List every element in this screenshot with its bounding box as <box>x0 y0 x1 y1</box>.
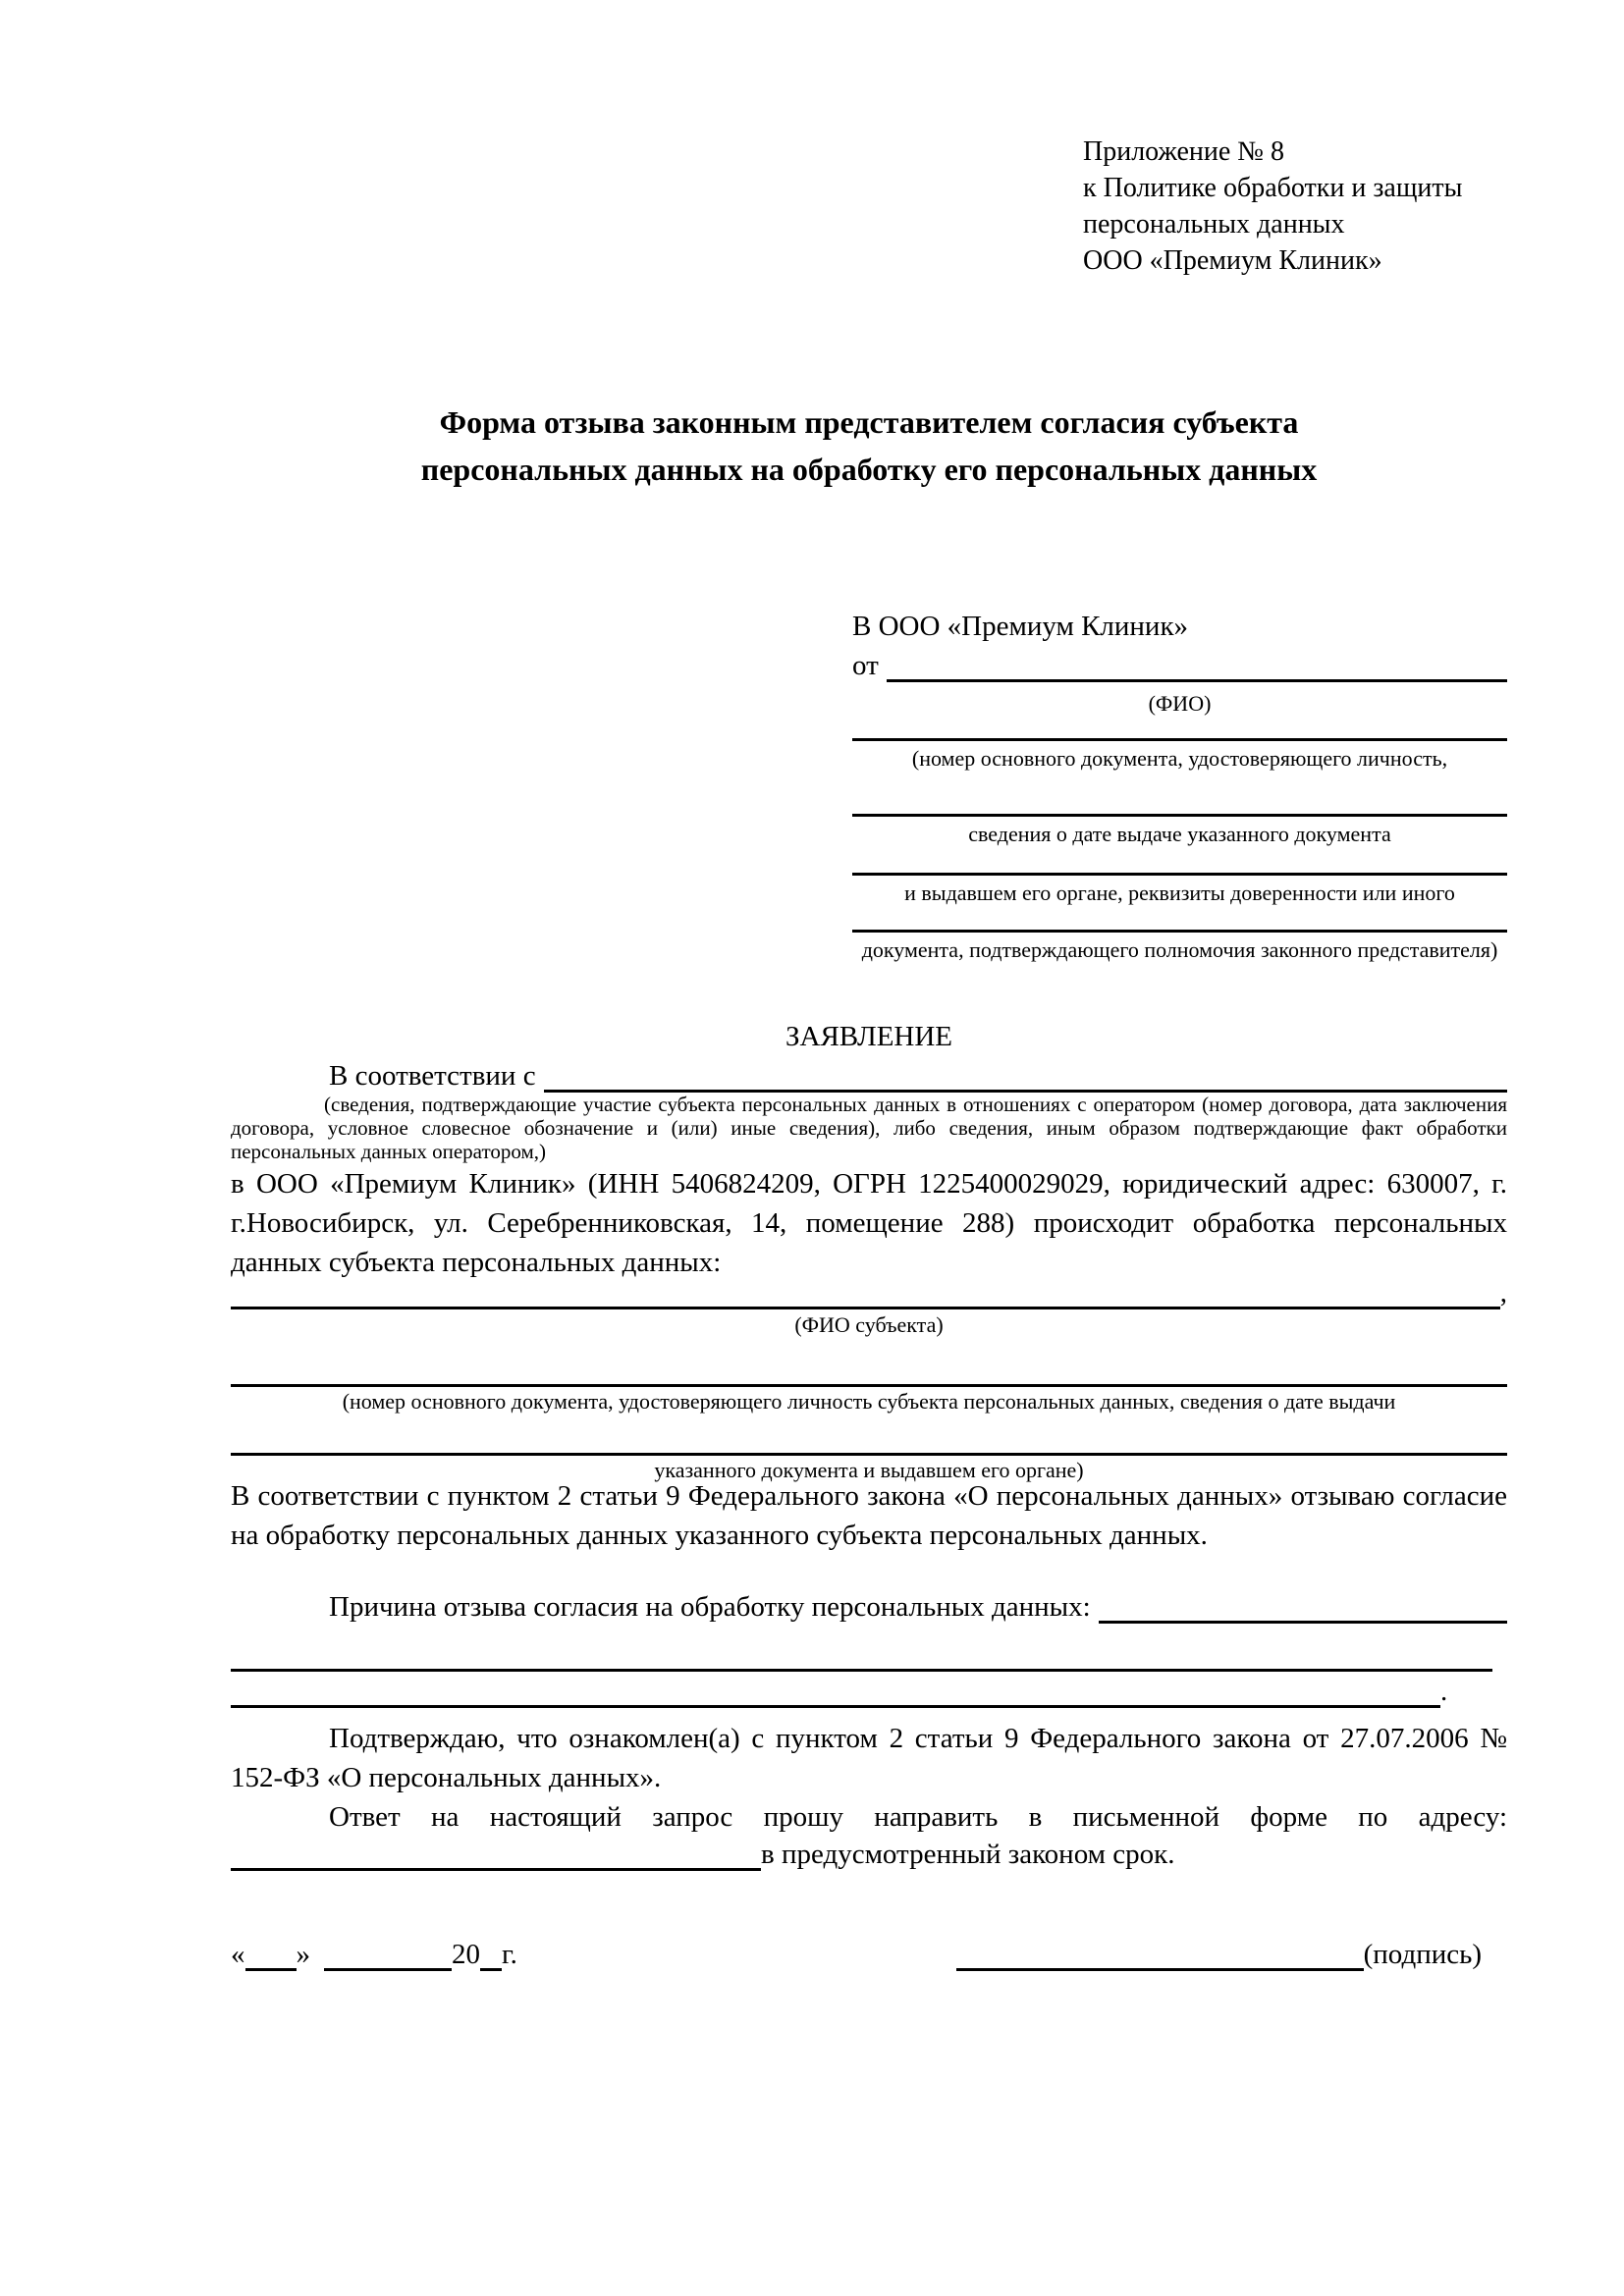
field-caption: документа, подтверждающего полномочия законного представителя) <box>861 937 1498 962</box>
address-line <box>231 1835 1507 1874</box>
subject-doc-blank <box>231 1351 1507 1387</box>
addressee-block <box>852 607 1507 963</box>
subject-doc-field <box>231 1351 1507 1387</box>
document-title-line: Форма отзыва законным представителем согласия субъекта <box>439 404 1299 440</box>
subject-doc-caption: (номер основного документа, удостоверяющего личность субъекта персональных данных, сведения о дате выдачи <box>342 1389 1396 1414</box>
signature-caption: (подпись) <box>1363 1939 1482 1970</box>
month-blank-field <box>324 1935 452 1971</box>
appendix-line: к Политике обработки и защиты <box>1083 173 1463 203</box>
year-prefix: 20 <box>452 1939 480 1970</box>
field-caption: сведения о дате выдаче указанного документа <box>968 822 1391 846</box>
reason-blank-field <box>1099 1587 1507 1624</box>
accordance-line <box>231 1056 1507 1095</box>
document-title-line: персональных данных на обработку его персональных данных <box>420 452 1318 487</box>
blank-field <box>852 738 1507 741</box>
accordance-label: В соответствии с <box>329 1060 536 1092</box>
reason-line <box>231 1587 1507 1627</box>
blank-field <box>231 1672 1440 1708</box>
field-caption: (номер основного документа, удостоверяющего личность, <box>911 746 1448 771</box>
day-blank-field <box>245 1935 297 1971</box>
field-caption: и выдавшем его органе, реквизиты доверенности или иного <box>904 881 1455 905</box>
document-title <box>231 399 1507 493</box>
subject-doc-field <box>231 1419 1507 1456</box>
reason-label: Причина отзыва согласия на обработку персональных данных: <box>329 1591 1091 1623</box>
subject-fio-field <box>231 1273 1507 1312</box>
year-suffix: г. <box>502 1939 517 1970</box>
confirm-paragraph: Подтверждаю, что ознакомлен(а) с пунктом 2 статьи 9 Федерального закона от 27.07.2006 № 152-ФЗ «О персональных данных». <box>231 1723 1507 1793</box>
blank-field <box>852 930 1507 933</box>
subject-fio-blank <box>231 1273 1500 1309</box>
accordance-blank-field <box>544 1056 1507 1093</box>
date-line <box>231 1935 517 1974</box>
close-quote: » <box>296 1939 310 1970</box>
blank-field <box>231 1635 1492 1672</box>
fio-caption: (ФИО) <box>1148 691 1212 716</box>
accordance-caption: (сведения, подтверждающие участие субъекта персональных данных в отношениях с оператором (номер договора, дата заключения договора, условное словесное обозначение и (или) иные сведения), либо сведения, иным образом подтверждающие факт обработки персональных данных оператором,) <box>231 1093 1507 1163</box>
from-line <box>852 646 1507 685</box>
address-blank-field <box>231 1835 761 1871</box>
withdraw-paragraph: В соответствии с пунктом 2 статьи 9 Федерального закона «О персональных данных» отзываю согласие на обработку персональных данных указанного субъекта персональных данных. <box>231 1480 1507 1551</box>
year-blank-field <box>480 1935 502 1971</box>
trailing-period: . <box>1440 1676 1448 1707</box>
from-blank-field <box>887 646 1507 682</box>
operator-paragraph: в ООО «Премиум Клиник» (ИНН 5406824209, ОГРН 1225400029029, юридический адрес: 630007, г. г.Новосибирск, ул. Серебренниковская, 14, помещение 288) происходит обработка персональных данных субъекта персональных данных: <box>231 1168 1507 1278</box>
blank-field <box>852 814 1507 817</box>
appendix-line: ООО «Премиум Клиник» <box>1083 245 1382 276</box>
signature-row <box>231 1935 1507 1974</box>
subject-doc-blank <box>231 1419 1507 1456</box>
subject-doc-caption: указанного документа и выдавшем его органе) <box>654 1458 1084 1482</box>
reason-blank-line <box>231 1672 1507 1711</box>
spacer <box>310 1935 324 1974</box>
recipient-line: В ООО «Премиум Клиник» <box>852 611 1189 642</box>
from-label: от <box>852 650 879 681</box>
open-quote: « <box>231 1939 245 1970</box>
subject-fio-caption: (ФИО субъекта) <box>794 1312 944 1337</box>
appendix-line: Приложение № 8 <box>1083 136 1284 167</box>
response-tail: в предусмотренный законом срок. <box>761 1839 1175 1870</box>
appendix-note <box>1083 133 1515 279</box>
trailing-comma: , <box>1499 1277 1507 1308</box>
response-lead: Ответ на настоящий запрос прошу направить в письменной форме по адресу: <box>329 1801 1507 1833</box>
statement-heading: ЗАЯВЛЕНИЕ <box>785 1021 953 1052</box>
signature-line <box>956 1935 1482 1974</box>
appendix-line: персональных данных <box>1083 209 1345 240</box>
reason-blank-line <box>231 1635 1507 1672</box>
signature-blank-field <box>956 1935 1364 1971</box>
blank-field <box>852 873 1507 876</box>
